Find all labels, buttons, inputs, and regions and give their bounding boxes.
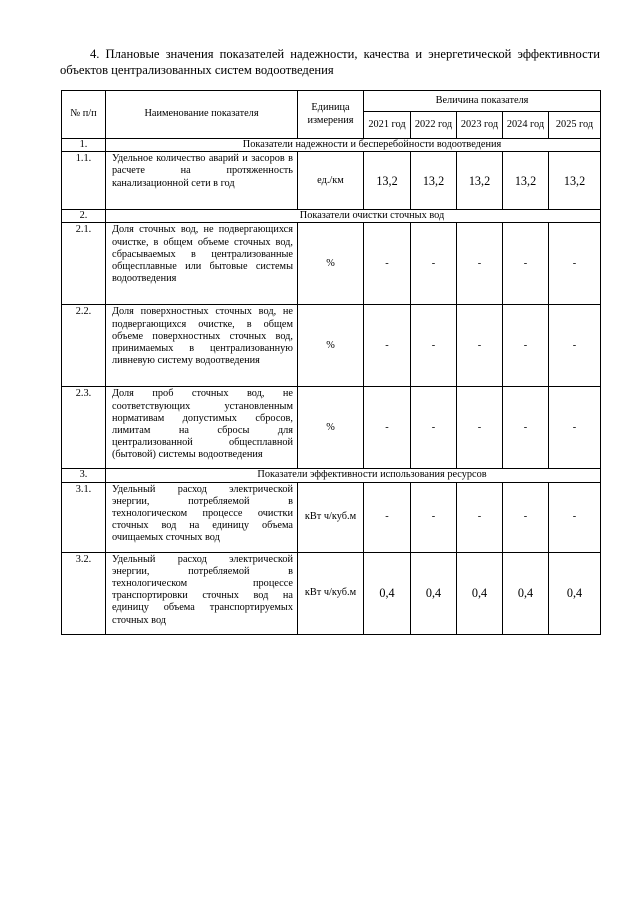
row-num: 1.1. — [62, 152, 106, 210]
indicator-value: - — [503, 223, 549, 305]
indicator-unit: кВт ч/куб.м — [298, 552, 364, 634]
row-num: 2.1. — [62, 223, 106, 305]
header-year: 2022 год — [411, 112, 457, 139]
indicators-table — [61, 90, 601, 635]
indicator-value: 0,4 — [549, 552, 601, 634]
indicator-name: Удельный расход электрической энергии, потребляемой в технологическом процессе транспортировки сточных вод на единицу объема транспортируемых сточных вод — [106, 552, 298, 634]
indicator-value: - — [457, 387, 503, 469]
indicator-value: - — [457, 305, 503, 387]
section-title: Показатели эффективности использования ресурсов — [106, 469, 601, 482]
indicator-unit: % — [298, 387, 364, 469]
row-num: 2.3. — [62, 387, 106, 469]
indicator-value: 0,4 — [364, 552, 411, 634]
section-row — [62, 210, 601, 223]
indicator-name: Доля проб сточных вод, не соответствующих установленным нормативам допустимых сбросов, лимитам на сбросы для централизованной общесплавной (бытовой) системы водоотведения — [106, 387, 298, 469]
indicator-value: - — [457, 223, 503, 305]
header-year: 2024 год — [503, 112, 549, 139]
section-num: 1. — [62, 139, 106, 152]
indicator-value: - — [411, 305, 457, 387]
indicator-value: 13,2 — [503, 152, 549, 210]
section-title: Показатели надежности и бесперебойности водоотведения — [106, 139, 601, 152]
header-value-group: Величина показателя — [364, 91, 601, 112]
table-row — [62, 387, 601, 469]
indicator-value: - — [364, 482, 411, 552]
header-num: № п/п — [62, 91, 106, 139]
indicator-value: 13,2 — [364, 152, 411, 210]
row-num: 2.2. — [62, 305, 106, 387]
indicator-name: Доля сточных вод, не подвергающихся очистке, в общем объеме сточных вод, сбрасываемых в централизованные общесплавные или бытовые системы водоотведения — [106, 223, 298, 305]
indicator-value: 0,4 — [457, 552, 503, 634]
section-row — [62, 139, 601, 152]
header-name: Наименование показателя — [106, 91, 298, 139]
indicator-value: - — [549, 223, 601, 305]
indicator-name: Удельный расход электрической энергии, потребляемой в технологическом процессе очистки сточных вод на единицу объема очищаемых сточных вод — [106, 482, 298, 552]
indicator-value: - — [411, 223, 457, 305]
indicator-unit: % — [298, 223, 364, 305]
table-row — [62, 223, 601, 305]
section-title: Показатели очистки сточных вод — [106, 210, 601, 223]
indicator-value: 13,2 — [457, 152, 503, 210]
indicator-unit: кВт ч/куб.м — [298, 482, 364, 552]
indicator-value: - — [364, 305, 411, 387]
document-heading: 4. Плановые значения показателей надежности, качества и энергетической эффективности объектов централизованных систем водоотведения — [60, 47, 600, 77]
indicator-value: - — [503, 482, 549, 552]
indicator-value: - — [503, 305, 549, 387]
indicator-value: - — [411, 482, 457, 552]
indicator-name: Доля поверхностных сточных вод, не подвергающихся очистке, в общем объеме поверхностных сточных вод, принимаемых в централизованную ливневую систему водоотведения — [106, 305, 298, 387]
indicator-value: - — [457, 482, 503, 552]
table-row — [62, 552, 601, 634]
indicator-value: - — [549, 482, 601, 552]
indicator-value: 0,4 — [503, 552, 549, 634]
indicator-value: - — [549, 305, 601, 387]
table-row — [62, 482, 601, 552]
indicator-value: - — [364, 223, 411, 305]
header-unit: Единица измерения — [298, 91, 364, 139]
indicator-name: Удельное количество аварий и засоров в расчете на протяженность канализационной сети в год — [106, 152, 298, 210]
indicator-value: 0,4 — [411, 552, 457, 634]
indicator-unit: % — [298, 305, 364, 387]
indicator-value: - — [549, 387, 601, 469]
indicator-value: - — [503, 387, 549, 469]
indicator-value: 13,2 — [411, 152, 457, 210]
indicator-value: 13,2 — [549, 152, 601, 210]
table-row — [62, 305, 601, 387]
header-year: 2023 год — [457, 112, 503, 139]
row-num: 3.2. — [62, 552, 106, 634]
header-year: 2021 год — [364, 112, 411, 139]
indicator-value: - — [364, 387, 411, 469]
section-row — [62, 469, 601, 482]
indicator-value: - — [411, 387, 457, 469]
indicator-unit: ед./км — [298, 152, 364, 210]
section-num: 3. — [62, 469, 106, 482]
header-year: 2025 год — [549, 112, 601, 139]
table-row — [62, 152, 601, 210]
section-num: 2. — [62, 210, 106, 223]
row-num: 3.1. — [62, 482, 106, 552]
